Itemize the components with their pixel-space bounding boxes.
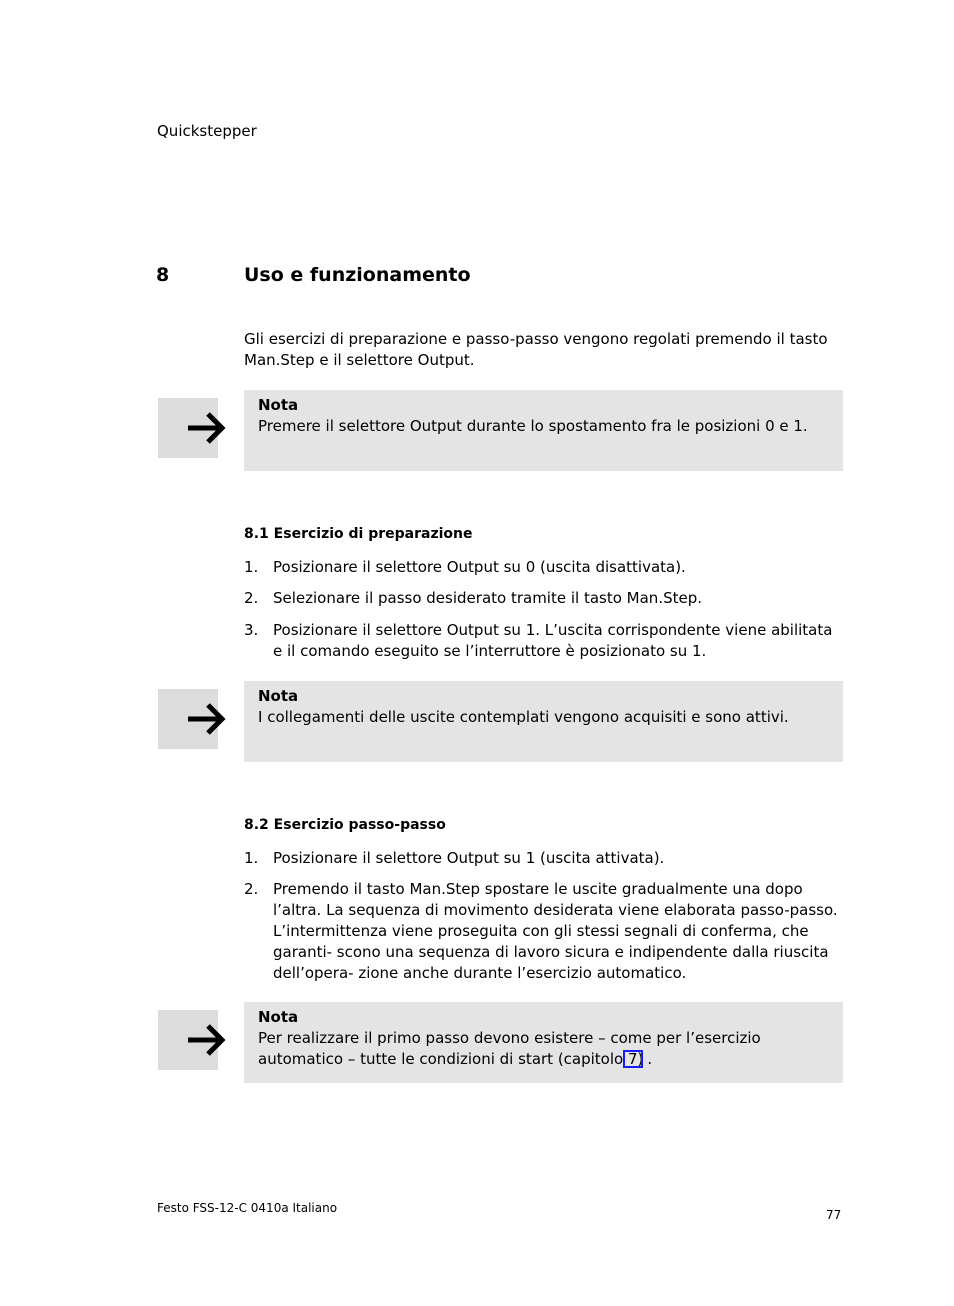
running-header: Quickstepper bbox=[157, 122, 257, 140]
note-label: Nota bbox=[258, 1008, 299, 1026]
note-box bbox=[244, 390, 843, 471]
list-number: 1. bbox=[244, 558, 259, 576]
list-text: Selezionare il passo desiderato tramite il tasto Man.Step. bbox=[273, 589, 703, 607]
chapter-number: 8 bbox=[156, 264, 170, 286]
note-arrow-icon bbox=[158, 398, 218, 458]
note-text: Per realizzare il primo passo devono esistere – come per l’esercizio automatico – tutte le condizioni di start (capitolo 7) bbox=[258, 1029, 761, 1068]
note-text: I collegamenti delle uscite contemplati vengono acquisiti e sono attivi. bbox=[258, 708, 789, 726]
note-text-end: . bbox=[647, 1050, 653, 1068]
list-number: 2. bbox=[244, 589, 259, 607]
list-text: Premendo il tasto Man.Step spostare le uscite gradualmente una dopo l’altra. La sequenza di movimento desiderata viene elaborata passo-passo. L’intermittenza viene proseguita con gli stessi segnali di conferma, che garanti- scono una sequenza di lavoro sicura e indipendente dalla riuscita dell’opera- zione anche durante l’esercizio automatico. bbox=[273, 880, 838, 982]
note-label: Nota bbox=[258, 396, 299, 414]
list-text: Posizionare il selettore Output su 1 (uscita attivata). bbox=[273, 849, 665, 867]
list-item bbox=[244, 848, 844, 869]
list-number: 1. bbox=[244, 849, 259, 867]
list-number: 3. bbox=[244, 621, 259, 639]
list-item bbox=[244, 620, 844, 662]
page-number: 77 bbox=[826, 1208, 842, 1222]
note-text: Premere il selettore Output durante lo spostamento fra le posizioni 0 e 1. bbox=[258, 417, 808, 435]
note-arrow-icon bbox=[158, 1010, 218, 1070]
note-box bbox=[244, 681, 843, 762]
list-item bbox=[244, 879, 844, 984]
list-text: Posizionare il selettore Output su 0 (uscita disattivata). bbox=[273, 558, 686, 576]
intro-paragraph: Gli esercizi di preparazione e passo-passo vengono regolati premendo il tasto Man.Step e il selettore Output. bbox=[244, 330, 828, 369]
list-number: 2. bbox=[244, 880, 259, 898]
list-item bbox=[244, 557, 844, 578]
list-item bbox=[244, 588, 844, 609]
note-box bbox=[244, 1002, 843, 1083]
chapter-title: Uso e funzionamento bbox=[244, 264, 471, 286]
note-label: Nota bbox=[258, 687, 299, 705]
footer-document-id: Festo FSS-12-C 0410a Italiano bbox=[157, 1201, 338, 1215]
chapter-reference-link[interactable] bbox=[623, 1050, 643, 1068]
list-text: Posizionare il selettore Output su 1. L’uscita corrispondente viene abilitata e il comando eseguito se l’interruttore è posizionato su 1. bbox=[273, 621, 833, 660]
note-arrow-icon bbox=[158, 689, 218, 749]
section-heading: 8.1 Esercizio di preparazione bbox=[244, 526, 473, 542]
section-heading: 8.2 Esercizio passo-passo bbox=[244, 817, 446, 833]
